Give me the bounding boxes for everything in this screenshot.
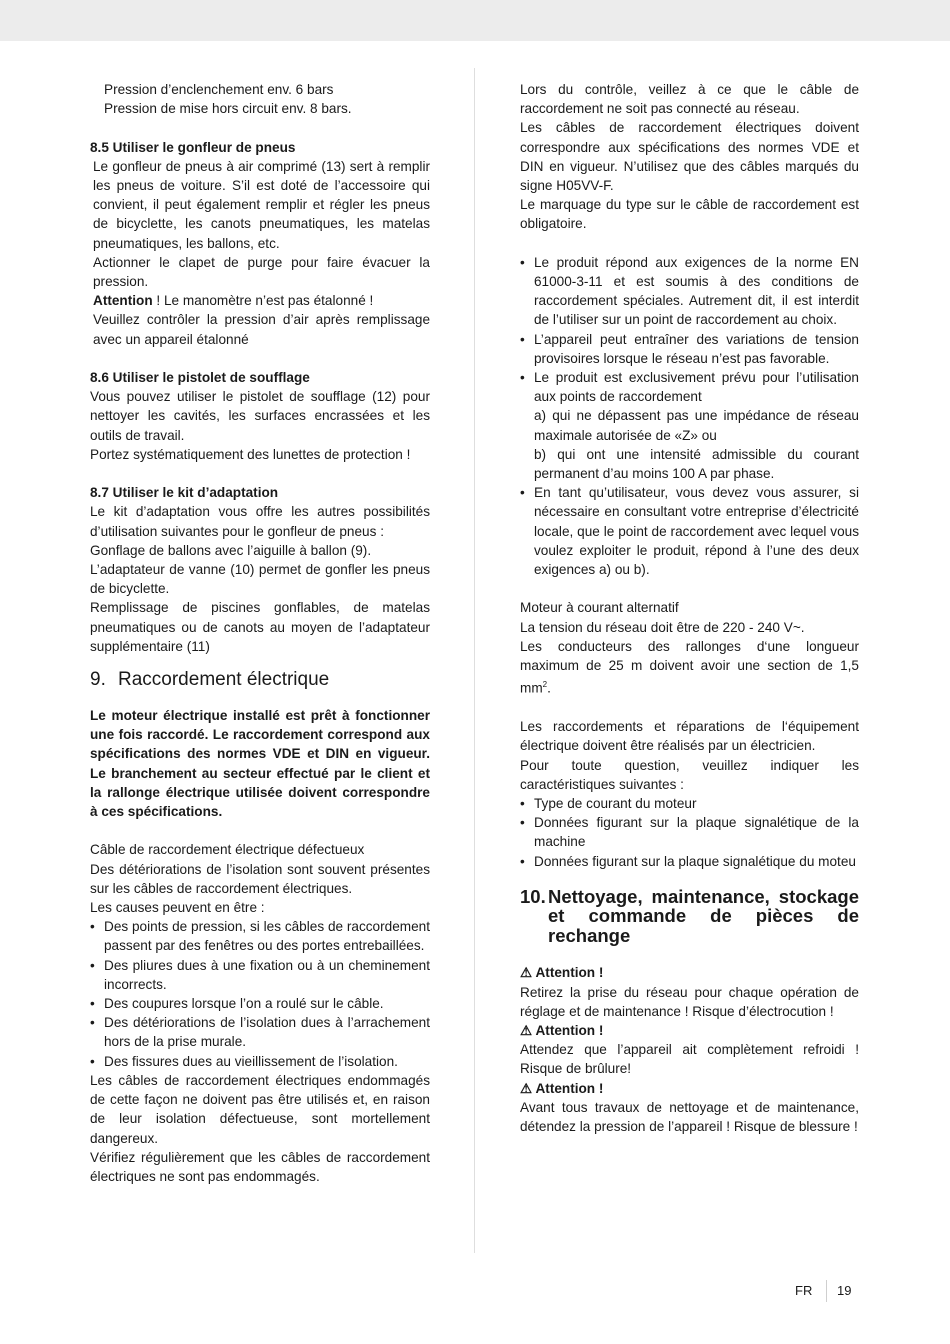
bullet-sub-a: a) qui ne dépassent pas une impédance de réseau maximale autorisée de «Z» ou xyxy=(534,408,859,443)
section-9-title: Raccordement électrique xyxy=(118,669,330,691)
left-column xyxy=(90,80,430,1186)
warning-1-label xyxy=(520,963,859,982)
warning-icon: ⚠ xyxy=(520,1022,533,1038)
section-8-6-title: 8.6 Utiliser le pistolet de soufflage xyxy=(90,370,310,386)
attention-text: ! Le manomètre n’est pas étalonné ! xyxy=(152,293,374,309)
warning-text: Attention ! xyxy=(535,1080,604,1096)
list-item: • Le produit répond aux exigences de la norme EN 61000-3-11 et est soumis à des conditions de raccordement spéciales. Autrement dit, il est interdit de l’utiliser sur un point de raccordement au choix. xyxy=(520,253,859,330)
list-item: • L’appareil peut entraîner des variations de tension provisoires lorsque le réseau n’est pas favorable. xyxy=(520,330,859,368)
warning-3-label xyxy=(520,1079,859,1098)
cable-p3: Les câbles de raccordement électriques endommagés de cette façon ne doivent pas être utilisés et, en raison de leur isolation défectueuse, sont mortellement dangereux. xyxy=(90,1072,430,1146)
list-item: • En tant qu’utilisateur, vous devez vous assurer, si nécessaire en consultant votre entreprise d’électricité locale, que le point de raccordement avec lequel vous voulez exploiter le produit, répond à l’une des deux exigences a) ou b). xyxy=(520,483,859,579)
warning-icon: ⚠ xyxy=(520,1080,533,1096)
right-p1: Lors du contrôle, veillez à ce que le câble de raccordement ne soit pas connecté au réseau. xyxy=(520,82,859,117)
page-number: 19 xyxy=(837,1283,852,1298)
section-8-6-p1: Vous pouvez utiliser le pistolet de soufflage (12) pour nettoyer les cavités, les surfaces encrassées et les outils de travail. xyxy=(90,389,430,443)
motor-p2 xyxy=(520,637,859,698)
bullet-sub-b: b) qui ont une intensité admissible du courant permanent d’au moins 100 A par phase. xyxy=(534,446,859,482)
cable-title: Câble de raccordement électrique défectueux xyxy=(90,842,365,858)
right-p3: Le marquage du type sur le câble de raccordement est obligatoire. xyxy=(520,197,859,232)
section-8-7-p2: Gonflage de ballons avec l’aiguille à ballon (9). xyxy=(90,542,372,558)
top-bar xyxy=(0,0,950,41)
footer-language: FR xyxy=(795,1283,813,1298)
section-10-number: 10. xyxy=(520,885,546,907)
cable-p1: Des détériorations de l’isolation sont souvent présentes sur les câbles de raccordement électriques. xyxy=(90,861,430,896)
list-item: • Des pliures dues à une fixation ou à un cheminement incorrects. xyxy=(90,956,430,994)
repair-p1: Les raccordements et réparations de l‘équipement électrique doivent être réalisés par un électricien. xyxy=(520,719,859,754)
motor-p2-text: Les conducteurs des rallonges d‘une longueur maximum de 25 m doivent avoir une section de 1,5 mm xyxy=(520,638,859,696)
section-8-7-p1: Le kit d’adaptation vous offre les autres possibilités d’utilisation suivantes pour le gonfleur de pneus : xyxy=(90,504,430,539)
list-item: • Des fissures dues au vieillissement de l’isolation. xyxy=(90,1052,430,1071)
column-divider xyxy=(474,68,475,1253)
section-9-heading xyxy=(90,668,430,692)
list-item: • Des coupures lorsque l’on a roulé sur le câble. xyxy=(90,994,430,1013)
repair-list xyxy=(520,794,859,871)
warning-text: Attention ! xyxy=(535,965,604,981)
section-8-7-p4: Remplissage de piscines gonflables, de matelas pneumatiques ou de canots au moyen de l’adaptateur supplémentaire (11) xyxy=(90,600,430,654)
requirements-list xyxy=(520,253,859,579)
motor-p1: La tension du réseau doit être de 220 - 240 V~. xyxy=(520,619,805,635)
bullet-text: Le produit est exclusivement prévu pour l’utilisation aux points de raccordement xyxy=(534,370,859,405)
causes-list xyxy=(90,917,430,1071)
warning-1-text: Retirez la prise du réseau pour chaque opération de réglage et de maintenance ! Risque d’électrocution ! xyxy=(520,984,859,1019)
warning-2-label xyxy=(520,1021,859,1040)
motor-p2-dot: . xyxy=(547,680,551,696)
attention-label: Attention xyxy=(93,293,153,309)
warning-text: Attention ! xyxy=(535,1022,604,1038)
repair-p2: Pour toute question, veuillez indiquer les caractéristiques suivantes : xyxy=(520,757,859,792)
list-item: • Données figurant sur la plaque signalétique de la machine xyxy=(520,813,859,851)
right-column xyxy=(520,80,859,1136)
warning-icon: ⚠ xyxy=(520,965,533,981)
warning-3-text: Avant tous travaux de nettoyage et de maintenance, détendez la pression de l’appareil ! Risque de blessure ! xyxy=(520,1099,859,1134)
section-8-7-title: 8.7 Utiliser le kit d’adaptation xyxy=(90,485,279,501)
list-item xyxy=(520,368,859,483)
list-item: • Des points de pression, si les câbles de raccordement passent par des fenêtres ou des portes entrebaillées. xyxy=(90,917,430,955)
section-10-title: Nettoyage, maintenance, stockage et commande de pièces de rechange xyxy=(548,885,859,946)
section-8-5-title: 8.5 Utiliser le gonfleur de pneus xyxy=(90,139,296,155)
intro-line-1: Pression d’enclenchement env. 6 bars xyxy=(104,82,334,97)
warning-2-text: Attendez que l’appareil ait complètement refroidi ! Risque de brûlure! xyxy=(520,1042,859,1077)
intro-line-2: Pression de mise hors circuit env. 8 bars. xyxy=(104,101,352,117)
section-9-number: 9. xyxy=(90,669,106,691)
right-p2: Les câbles de raccordement électriques doivent correspondre aux spécifications des normes VDE et DIN en vigueur. N’utilisez que des câbles marqués du signe H05VV-F. xyxy=(520,120,859,194)
footer-separator xyxy=(826,1280,827,1302)
motor-title: Moteur à courant alternatif xyxy=(520,600,679,616)
motor-p2-sup: 2 xyxy=(542,680,548,690)
section-8-5-attention xyxy=(90,291,430,310)
section-9-intro: Le moteur électrique installé est prêt à fonctionner une fois raccordé. Le raccordement correspond aux spécifications des normes VDE et DIN en vigueur. Le branchement au secteur effectué par le client et la rallonge électrique utilisée doivent correspondre à ces spécifications. xyxy=(90,708,430,820)
section-8-5-p2: Actionner le clapet de purge pour faire évacuer la pression. xyxy=(93,254,430,290)
cable-p2: Les causes peuvent en être : xyxy=(90,900,265,916)
section-8-5-p1: Le gonfleur de pneus à air comprimé (13) sert à remplir les pneus de voiture. S’il est doté de l’accessoire qui convient, il peut également remplir et régler les pneus de bicyclette, les canots pneumatiques, les matelas pneumatiques, les ballons, etc. xyxy=(93,158,430,251)
section-8-5-p3: Veuillez contrôler la pression d’air après remplissage avec un appareil étalonné xyxy=(93,312,430,347)
section-8-7-p3: L’adaptateur de vanne (10) permet de gonfler les pneus de bicyclette. xyxy=(90,562,430,597)
list-item: • Données figurant sur la plaque signalétique du moteu xyxy=(520,852,859,871)
cable-p4: Vérifiez régulièrement que les câbles de raccordement électriques ne sont pas endommagés. xyxy=(90,1149,430,1184)
section-8-6-p2: Portez systématiquement des lunettes de protection ! xyxy=(90,446,411,462)
section-10-heading xyxy=(520,887,859,946)
list-item: • Type de courant du moteur xyxy=(520,794,859,813)
list-item: • Des détériorations de l’isolation dues à l’arrachement hors de la prise murale. xyxy=(90,1013,430,1051)
